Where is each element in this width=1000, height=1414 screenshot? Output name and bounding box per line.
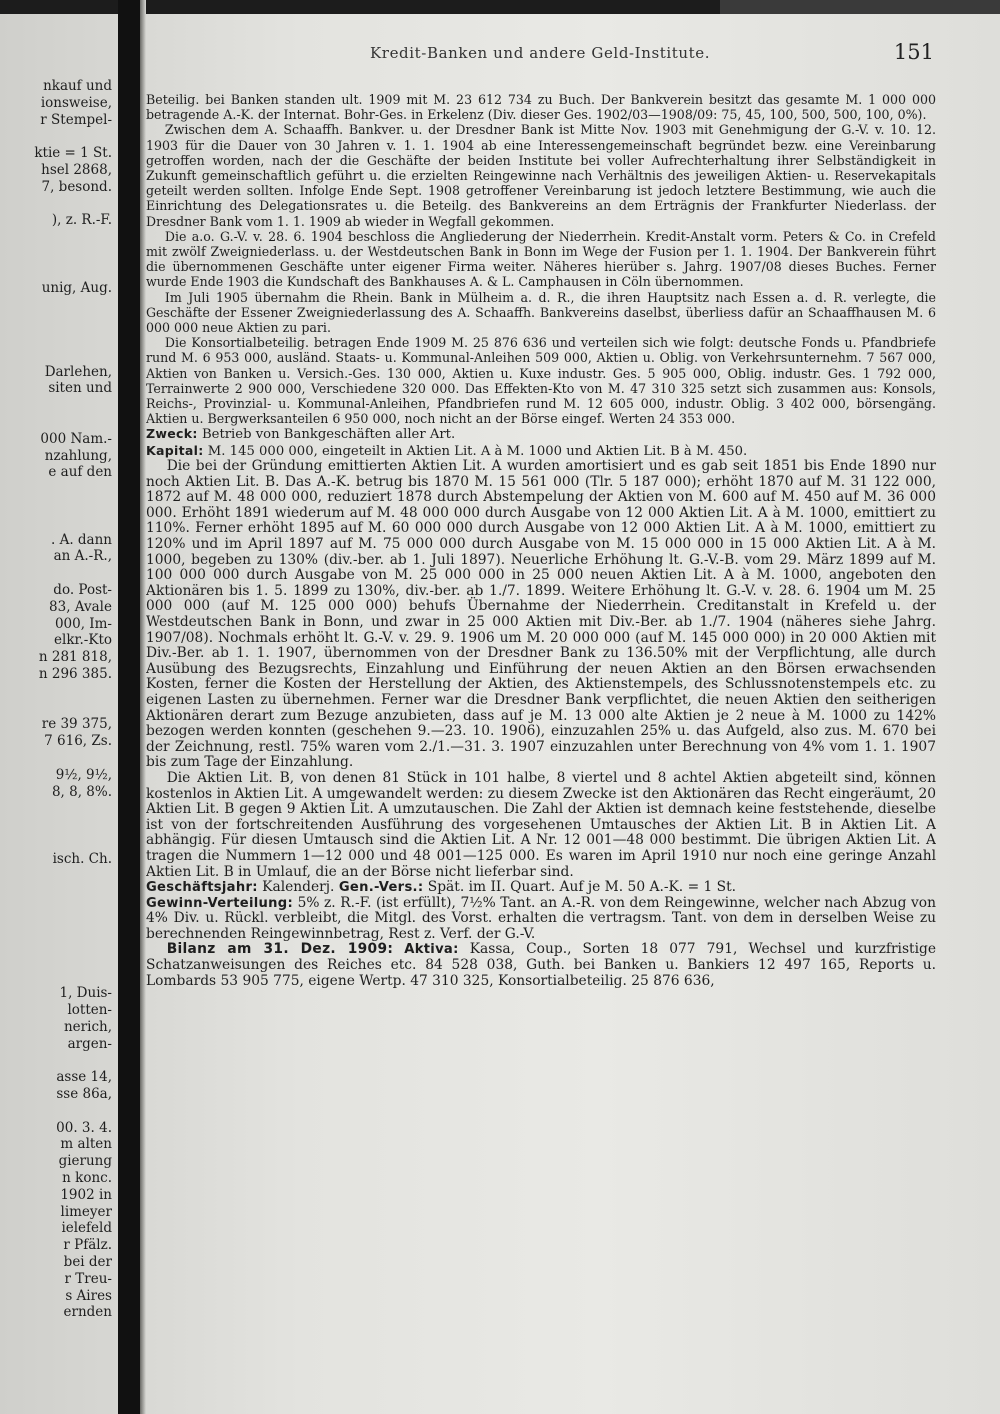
paragraph-beteiligungen: Beteilig. bei Banken standen ult. 1909 mit M. 23 612 734 zu Buch. Der Bankverein besitzt das gesamte M. 1 000 000 betragende A.-K. der Internat. Bohr-Ges. in Erkelenz (Div. dieser Ges. 1902/03—1908/09: 75, 45, 100, 500, 500, 100, 0%).	[146, 92, 936, 123]
paragraph-fusion-1904: Die a.o. G.-V. v. 28. 6. 1904 beschloss die Angliederung der Niederrhein. Kredit-Anstalt vorm. Peters & Co. in Crefeld mit zwölf Zweigniederlass. u. der Westdeutschen Bank in Bonn im Wege der Fusion per 1. 1. 1904. Der Bankverein führt die übernommenen Geschäfte unter eigener Firma weiter. Näheres hierüber s. Jahrg. 1907/08 dieses Buches. Ferner wurde Ende 1903 die Kundschaft des Bankhauses A. & L. Camphausen in Cöln übernommen.	[146, 228, 936, 290]
kapital-entry	[146, 443, 936, 459]
kapital-text: M. 145 000 000, eingeteilt in Aktien Lit. A à M. 1000 und Aktien Lit. B à M. 450.	[207, 443, 748, 459]
fragment-line: hsel 2868,	[41, 162, 112, 178]
fragment-line: limeyer	[60, 1203, 112, 1220]
fragment-line: 000 Nam.-	[40, 430, 112, 447]
fragment-line: ernden	[63, 1304, 112, 1321]
section-zweck-kapital	[146, 426, 936, 459]
fragment-line: 7 616, Zs.	[44, 733, 112, 750]
fragment-line: n konc.	[62, 1170, 112, 1186]
fragment-line: 7, besond.	[41, 178, 112, 195]
scan-top-edge-light	[720, 0, 1000, 14]
fragment-line: ), z. R.-F.	[51, 212, 112, 229]
kapital-label: Kapital:	[146, 442, 204, 458]
fragment-line: argen-	[67, 1035, 112, 1052]
fragment-line: do. Post-	[53, 582, 112, 598]
fragment-line: 1902 in	[60, 1186, 112, 1203]
fragment-line: gierung	[58, 1153, 112, 1170]
geschaeftsjahr-label: Geschäftsjahr:	[146, 880, 258, 896]
fragment-line: lotten-	[67, 1002, 112, 1018]
fragment-line: ielefeld	[61, 1220, 112, 1237]
fragment-line: asse 14,	[56, 1069, 112, 1086]
bilanz-text: Kassa, Coup., Sorten 18 077 791, Wechsel und kurzfristige Schatzanweisungen des Reiches etc. 84 528 038, Guth. bei Banken u. Bankiers 12 497 165, Reports u. Lombards 53 905 775, eigene Wertp. 47 310 325, Konsortialbeteilig. 25 876 636,	[146, 941, 936, 989]
fragment-line: isch. Ch.	[52, 850, 112, 867]
fragment-line: re 39 375,	[41, 716, 112, 733]
bilanz-entry	[146, 942, 936, 989]
book-gutter	[118, 0, 140, 1414]
fragment-line: an A.-R.,	[53, 548, 112, 565]
paragraph-kapital-history: Die bei der Gründung emittierten Aktien Lit. A wurden amortisiert und es gab seit 1851 bis Ende 1890 nur noch Aktien Lit. B. Das A.-K. betrug bis 1870 M. 15 561 000 (Tlr. 5 187 000); erhöht 1870 auf M. 31 122 000, 1872 auf M. 48 000 000, reduziert 1878 durch Abstempelung der Aktien von M. 600 auf M. 450 auf M. 36 000 000. Erhöht 1891 wiederum auf M. 48 000 000 durch Ausgabe von 12 000 Aktien Lit. A à M. 1000, emittiert zu 110%. Ferner erhöht 1895 auf M. 60 000 000 durch Ausgabe von 12 000 Aktien Lit. A à M. 1000, emittiert zu 120% und im April 1897 auf M. 75 000 000 durch Ausgabe von M. 15 000 000 in 15 000 Aktien Lit. A à M. 1000, begeben zu 130% (div.-ber. ab 1. Juli 1897). Neuerliche Erhöhung lt. G.-V.-B. vom 29. März 1899 auf M. 100 000 000 durch Ausgabe von M. 25 000 000 in 25 000 neuen Aktien Lit. A à M. 1000, angeboten den Aktionären bis 1. 5. 1899 zu 130%, div.-ber. ab 1./7. 1899. Weitere Erhöhung lt. G.-V. v. 28. 6. 1904 um M. 25 000 000 (auf M. 125 000 000) behufs Übernahme der Niederrhein. Creditanstalt in Krefeld u. der Westdeutschen Bank in Bonn, und zwar in 25 000 Aktien mit Div.-Ber. ab 1./7. 1904 (näheres siehe Jahrg. 1907/08). Nochmals erhöht lt. G.-V. v. 29. 9. 1906 um M. 20 000 000 (auf M. 145 000 000) in 20 000 Aktien mit Div.-Ber. ab 1. 1. 1907, übernommen von der Dresdner Bank zu 136.50% mit der Verpflichtung, alle durch Ausübung des Bezugsrechts, Einzahlung und Einführung der neuen Aktien an den Börsen erwachsenden Kosten, ferner die Kosten der Herstellung der Aktien, des Aktienstempels, des Schlussnotenstempels etc. zu eigenen Lasten zu übernehmen. Ferner war die Dresdner Bank verpflichtet, die neuen Aktien den seitherigen Aktionären derart zum Bezuge anzubieten, dass auf je M. 13 000 alte Aktien je 2 neue à M. 1000 zu 142% bezogen werden konnten (geschehen 9.—23. 10. 1906), einzuzahlen 25% u. das Aufgeld, also zus. M. 670 bei der Zeichnung, restl. 75% waren vom 2./1.—31. 3. 1907 einzuzahlen unter Berechnung von 4% vom 1. 1. 1907 bis zum Tage der Einzahlung.	[146, 458, 936, 771]
section-beteiligungen	[146, 92, 936, 426]
fragment-line: bei der	[63, 1254, 112, 1270]
paragraph-rhein-bank-1905: Im Juli 1905 übernahm die Rhein. Bank in Mülheim a. d. R., die ihren Hauptsitz nach Essen a. d. R. verlegte, die Geschäfte der Essener Zweigniederlassung des A. Schaaffh. Bankvereins daselbst, überliess dafür an Schaaffhausen M. 6 000 000 neue Aktien zu pari.	[146, 289, 936, 336]
fragment-line: 1, Duis-	[59, 985, 112, 1002]
fragment-line: nkauf und	[43, 78, 112, 94]
zweck-text: Betrieb von Bankgeschäften aller Art.	[201, 427, 456, 443]
fragment-line: 8, 8, 8%.	[51, 783, 112, 800]
fragment-line: r Treu-	[64, 1270, 112, 1287]
fragment-line: nerich,	[63, 1018, 112, 1035]
fragment-line: sse 86a,	[56, 1086, 112, 1102]
gen-vers-label: Gen.-Vers.:	[338, 880, 424, 896]
fragment-line: r Pfälz.	[63, 1237, 112, 1254]
gewinn-verteilung-text: 5% z. R.-F. (ist erfüllt), 7½% Tant. an A.-R. von dem Reingewinne, welcher nach Abzug von 4% Div. u. Rückl. verbleibt, die Mitgl. des Vorst. erhalten die vertragsm. Tant. von dem in derselben Weise zu berechnenden Reingewinnbetrag, Rest z. Verf. der G.-V.	[146, 894, 936, 942]
fragment-line: Darlehen,	[44, 363, 112, 380]
geschaeftsjahr-text: Kalenderj.	[262, 879, 335, 896]
fragment-line: 00. 3. 4.	[56, 1119, 112, 1136]
gewinn-verteilung-entry	[146, 896, 936, 943]
fragment-line: e auf den	[48, 464, 112, 481]
fragment-line: m alten	[60, 1136, 112, 1153]
fragment-line: n 296 385.	[38, 666, 112, 682]
gen-vers-text: Spät. im II. Quart. Auf je M. 50 A.-K. = 1 St.	[427, 879, 737, 896]
fragment-line: elkr.-Kto	[54, 632, 112, 649]
gewinn-verteilung-label: Gewinn-Verteilung:	[146, 895, 294, 911]
aktiva-label: Aktiva:	[404, 942, 459, 958]
main-text-column	[146, 92, 936, 1392]
fragment-line: n 281 818,	[38, 649, 112, 666]
running-title: Kredit-Banken und andere Geld-Institute.	[370, 44, 711, 62]
fragment-line: s Aires	[65, 1287, 112, 1304]
zweck-label: Zweck:	[146, 426, 198, 442]
section-kapital-history	[146, 459, 936, 989]
fragment-line: siten und	[48, 380, 112, 397]
bilanz-label: Bilanz am 31. Dez. 1909:	[166, 941, 394, 958]
fragment-line: ktie = 1 St.	[34, 145, 112, 162]
fragment-line: unig, Aug.	[41, 279, 112, 296]
fragment-line: nzahlung,	[44, 447, 112, 464]
fragment-line: r Stempel-	[40, 111, 112, 128]
page-header	[160, 40, 940, 68]
paragraph-konsortialbeteiligungen: Die Konsortialbeteilig. betragen Ende 1909 M. 25 876 636 und verteilen sich wie folgt: deutsche Fonds u. Pfandbriefe rund M. 6 953 000, ausländ. Staats- u. Kommunal-Anleihen 509 000, Aktien u. Oblig. von Verkehrsunternehm. 7 567 000, Aktien von Banken u. Versich.-Ges. 130 000, Aktien u. Kuxe industr. Ges. 5 905 000, Oblig. industr. Ges. 1 792 000, Terrainwerte 2 900 000, Verschiedene 320 000. Das Effekten-Kto von M. 47 310 325 setzt sich zusammen aus: Konsols, Reichs-, Provinzial- u. Kommunal-Anleihen, Pfandbriefen rund M. 12 605 000, industr. Oblig. 3 402 000, börsengäng. Aktien u. Bergwerksanteilen 6 950 000, noch nicht an der Börse eingef. Werten 24 353 000.	[146, 335, 936, 427]
fragment-line: 9½, 9½,	[55, 766, 112, 783]
zweck-entry	[146, 426, 936, 442]
page-number: 151	[893, 40, 934, 64]
fragment-line: ionsweise,	[40, 94, 112, 111]
fragment-line: 83, Avale	[49, 598, 112, 615]
geschaeftsjahr-entry	[146, 880, 936, 896]
paragraph-aktien-lit-b: Die Aktien Lit. B, von denen 81 Stück in 101 halbe, 8 viertel und 8 achtel Aktien abgeteilt sind, können kostenlos in Aktien Lit. A umgewandelt werden: zu diesem Zwecke ist den Aktionären das Recht eingeräumt, 20 Aktien Lit. B gegen 9 Aktien Lit. A umzutauschen. Die Zahl der Aktien ist demnach keine feststehende, dieselbe ist von der fortschreitenden Ausführung des vorgesehenen Umtausches der Aktien Lit. B in Aktien Lit. A abhängig. Für diesen Umtausch sind die Aktien Lit. A Nr. 12 001—48 000 bestimmt. Die übrigen Aktien Lit. A tragen die Nummern 1—12 000 und 48 001—125 000. Es waren im April 1910 nur noch eine geringe Anzahl Aktien Lit. B in Umlauf, die an der Börse nicht lieferbar sind.	[146, 769, 936, 880]
fragment-line: 000, Im-	[54, 615, 112, 632]
fragment-line: . A. dann	[51, 531, 112, 548]
paragraph-interessengemeinschaft: Zwischen dem A. Schaaffh. Bankver. u. der Dresdner Bank ist Mitte Nov. 1903 mit Genehmigung der G.-V. v. 10. 12. 1903 für die Dauer von 30 Jahren v. 1. 1. 1904 ab eine Interessengemeinschaft begründet bezw. eine Vereinbarung getroffen worden, nach der die Geschäfte der beiden Institute bei voller Aufrechterhaltung ihrer Selbständigkeit in Zukunft gemeinschaftlich geführt u. die erzielten Reingewinne nach Verhältnis des jeweiligen Aktien- u. Reservekapitals geteilt werden sollten. Infolge Ende Sept. 1908 getroffener Vereinbarung ist jedoch letztere Bestimmung, wie auch die Einrichtung des Delegationsrates u. die Beteilg. des Bankvereins an dem Erträgnis der Frankfurter Niederlass. der Dresdner Bank vom 1. 1. 1909 ab wieder in Wegfall gekommen.	[146, 122, 936, 229]
